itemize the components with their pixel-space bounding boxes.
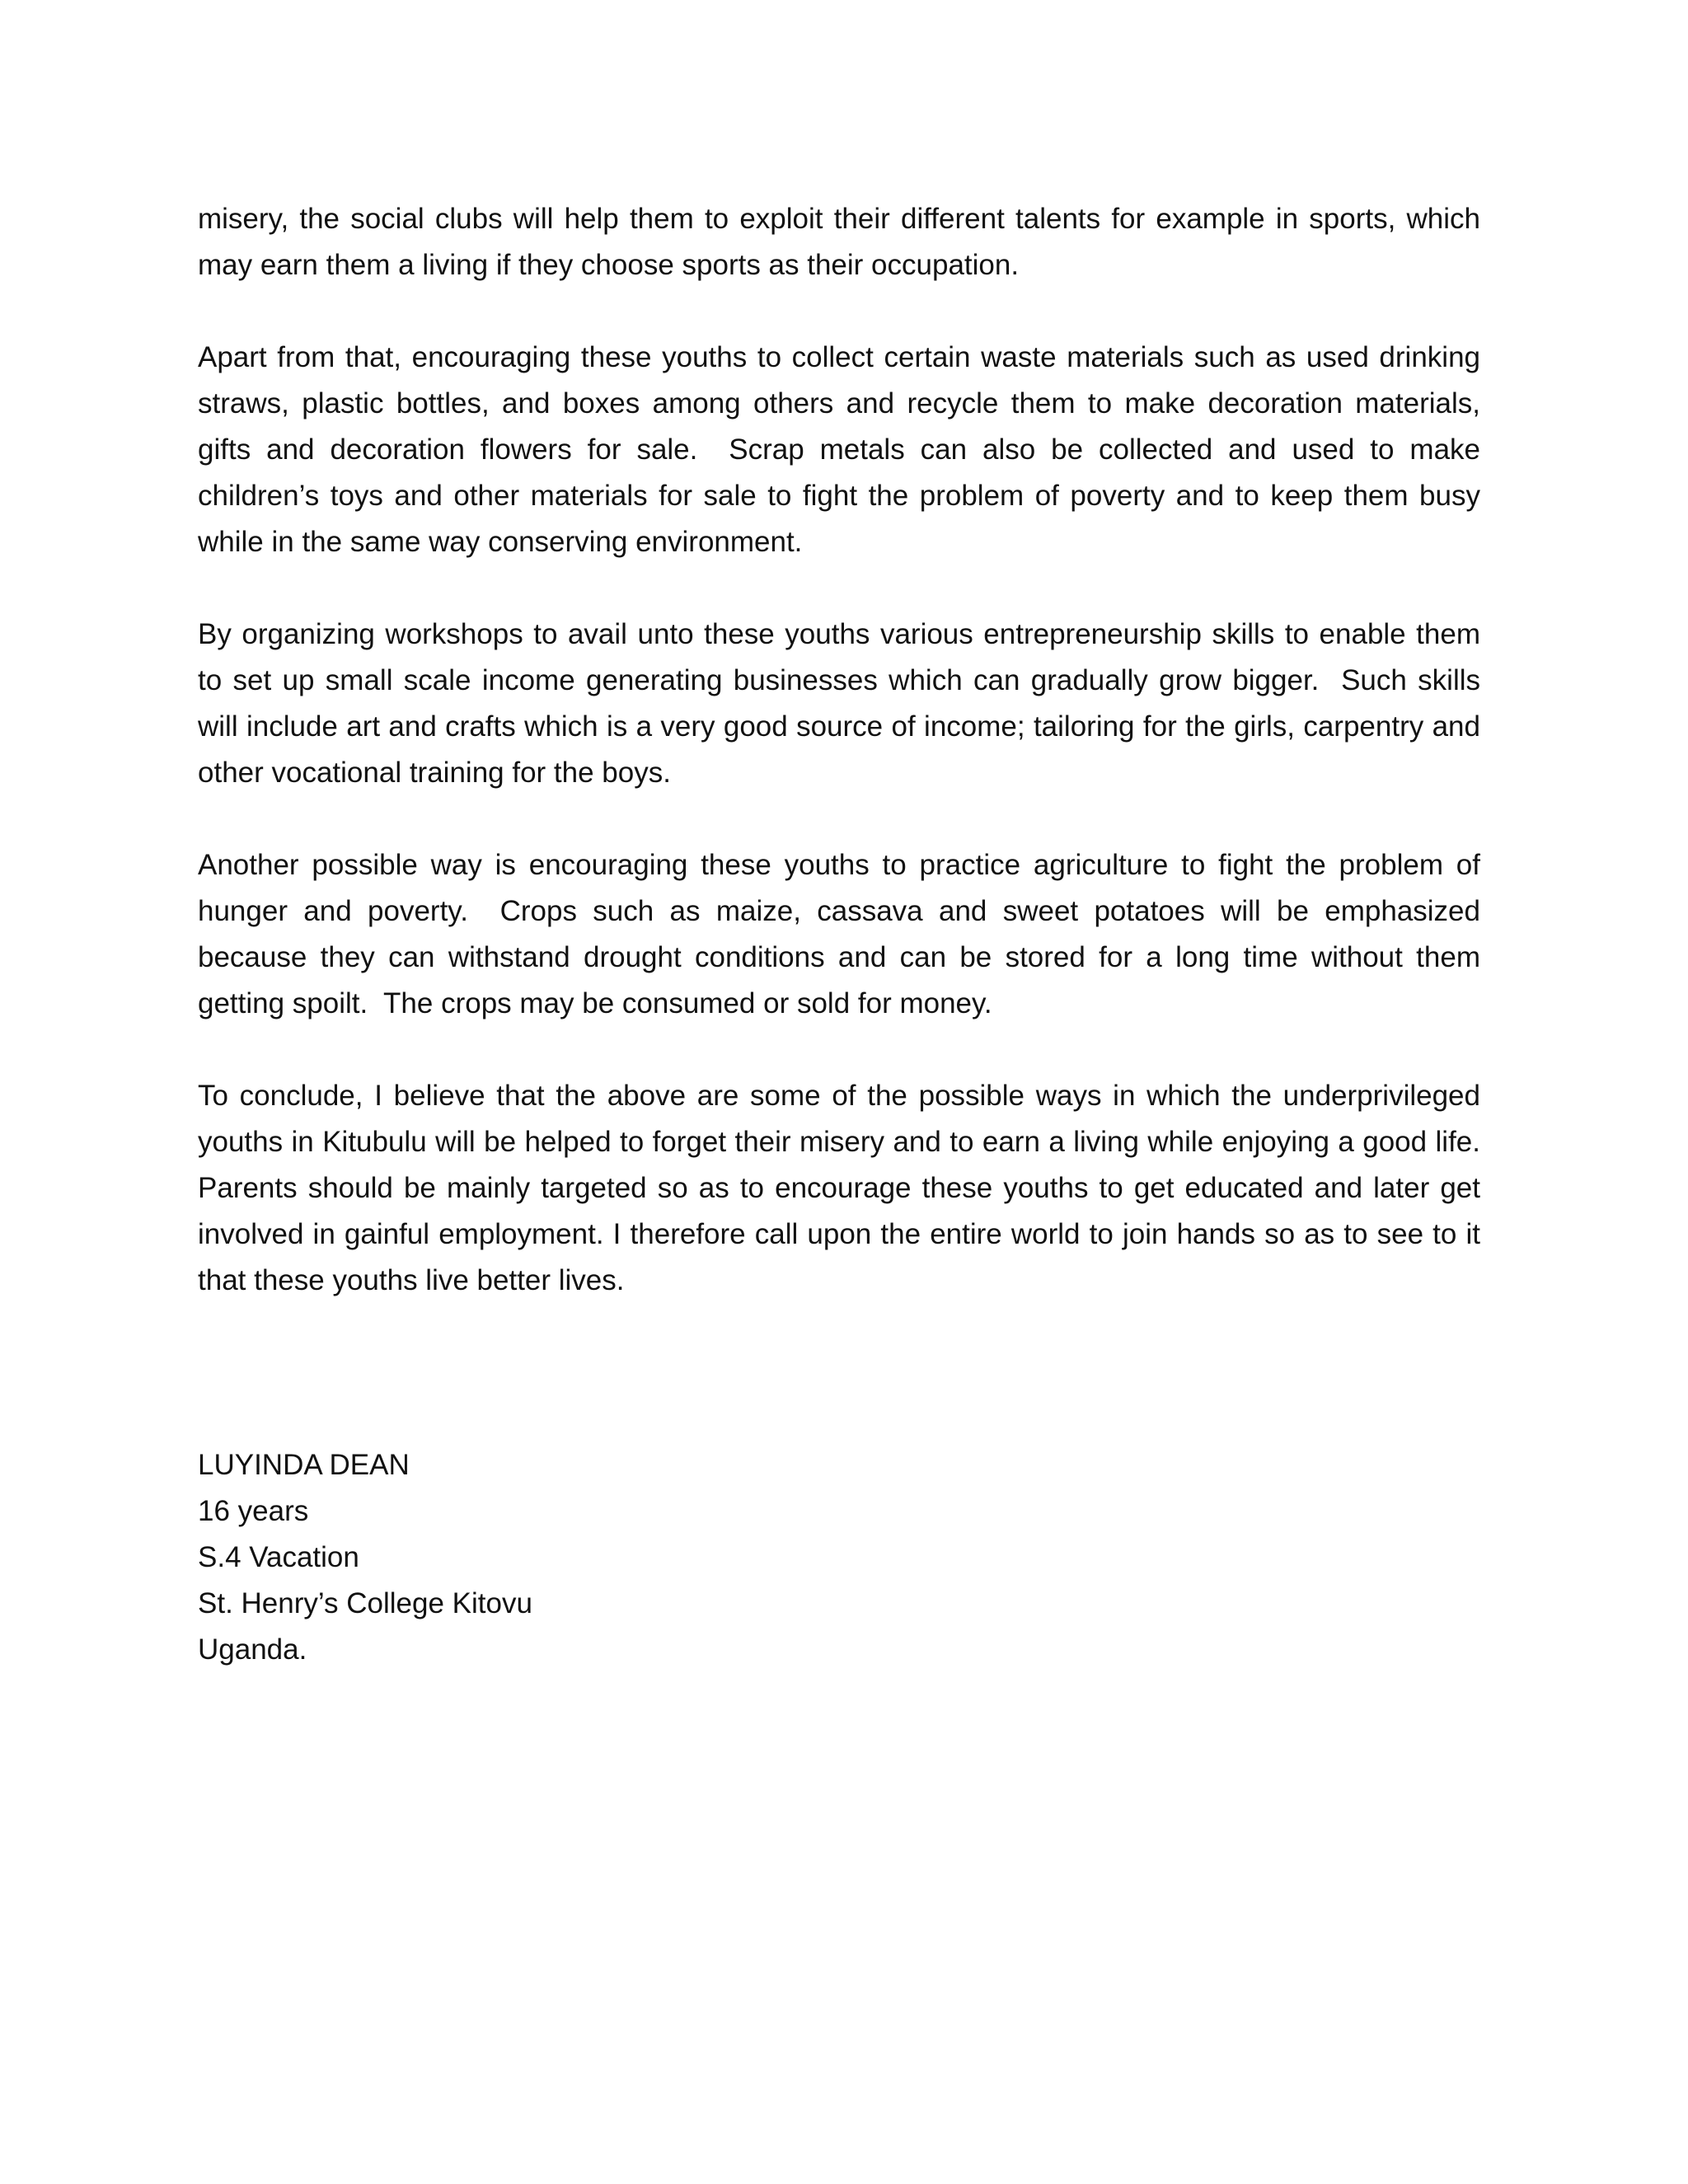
paragraph-agriculture: Another possible way is encouraging these youths to practice agriculture to fight the problem of hunger and poverty. Crops such as maize, cassava and sweet potatoes will be emphasized because they can withstand drought conditions and can be stored for a long time without them getting spoilt. The crops may be consumed or sold for money. (198, 849, 1489, 1019)
signature-block (198, 1442, 1480, 1673)
author-class: S.4 Vacation (198, 1541, 359, 1573)
author-age: 16 years (198, 1495, 309, 1527)
paragraph-social-clubs: misery, the social clubs will help them to exploit their different talents for example in sports, which may earn them a living if they choose sports as their occupation. (198, 203, 1489, 281)
author-name: LUYINDA DEAN (198, 1449, 410, 1481)
paragraph-recycling: Apart from that, encouraging these youths to collect certain waste materials such as used drinking straws, plastic bottles, and boxes among others and recycle them to make decoration materials, gifts and decoration flowers for sale. Scrap metals can also be collected and used to make children’s toys and other materials for sale to fight the problem of poverty and to keep them busy while in the same way conserving environment. (198, 341, 1489, 558)
document-body (198, 196, 1489, 1673)
author-country: Uganda. (198, 1633, 307, 1666)
author-school: St. Henry’s College Kitovu (198, 1587, 532, 1619)
paragraph-conclusion: To conclude, I believe that the above are some of the possible ways in which the underprivileged youths in Kitubulu will be helped to forget their misery and to earn a living while enjoying a good life. Parents should be mainly targeted so as to encourage these youths to get educated and later get involved in gainful employment. I therefore call upon the entire world to join hands so as to see to it that these youths live better lives. (198, 1080, 1489, 1296)
paragraph-workshops: By organizing workshops to avail unto these youths various entrepreneurship skills to enable them to set up small scale income generating businesses which can gradually grow bigger. Such skills will include art and crafts which is a very good source of income; tailoring for the girls, carpentry and other vocational training for the boys. (198, 618, 1489, 789)
